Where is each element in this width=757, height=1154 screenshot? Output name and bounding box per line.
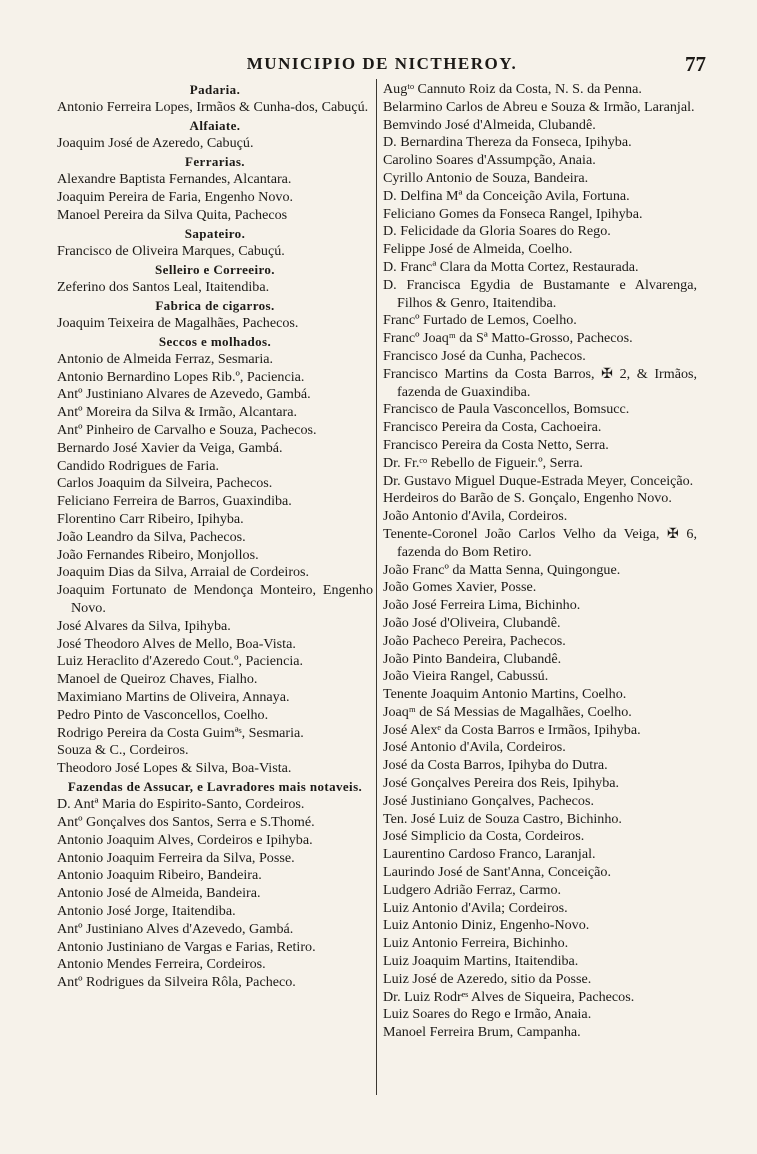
directory-entry: Francisco Pereira da Costa, Cachoeira. (383, 419, 602, 436)
directory-entry: Antonio Joaquim Ribeiro, Bandeira. (57, 867, 262, 884)
directory-entry: Luiz Antonio d'Avila; Cordeiros. (383, 899, 568, 916)
directory-entry: Laurindo José de Sant'Anna, Conceição. (383, 864, 611, 881)
directory-entry: Belarmino Carlos de Abreu e Souza & Irmão, Laranjal. (383, 98, 695, 115)
directory-entry: Ten. José Luiz de Souza Castro, Bichinho. (383, 810, 622, 827)
directory-entry: Tenente Joaquim Antonio Martins, Coelho. (383, 686, 627, 703)
directory-entry: Antonio José Jorge, Itaitendiba. (57, 902, 236, 919)
directory-entry: Francisco de Oliveira Marques, Cabuçú. (57, 242, 285, 259)
directory-entry: João José Ferreira Lima, Bichinho. (383, 597, 581, 614)
directory-entry: João Pinto Bandeira, Clubandê. (383, 650, 562, 667)
directory-entry: Antº Gonçalves dos Santos, Serra e S.Thomé. (57, 813, 315, 830)
directory-entry: Antonio Ferreira Lopes, Irmãos & Cunha-dos, Cabuçú. (57, 99, 369, 116)
directory-entry: Zeferino dos Santos Leal, Itaitendiba. (57, 278, 270, 295)
directory-entry: Maximiano Martins de Oliveira, Annaya. (57, 688, 290, 705)
directory-entry: José Antonio d'Avila, Cordeiros. (383, 739, 566, 756)
directory-entry: Theodoro José Lopes & Silva, Boa-Vista. (57, 760, 292, 777)
directory-entry: Luiz Heraclito d'Azeredo Cout.º, Paciencia. (57, 653, 304, 670)
directory-entry: Manoel Pereira da Silva Quita, Pachecos (57, 206, 288, 223)
directory-entry: José Alvares da Silva, Ipihyba. (57, 617, 231, 634)
section-heading: Padaria. (189, 82, 241, 97)
directory-entry: Francisco de Paula Vasconcellos, Bomsucc. (383, 401, 630, 418)
directory-entry: João José d'Oliveira, Clubandê. (383, 614, 561, 631)
section-heading: Seccos e molhados. (158, 333, 272, 349)
right-column (383, 81, 697, 1042)
directory-entry: Feliciano Ferreira de Barros, Guaxindiba. (57, 493, 292, 510)
directory-entry: João Francº da Matta Senna, Quingongue. (383, 561, 621, 578)
directory-entry: João Vieira Rangel, Cabussú. (383, 668, 549, 685)
directory-entry: Antº Rodrigues da Silveira Rôla, Pacheco. (57, 974, 296, 991)
directory-entry: Carolino Soares d'Assumpção, Anaia. (383, 152, 596, 169)
directory-entry: Manoel Ferreira Brum, Campanha. (383, 1024, 581, 1041)
page-title: MUNICIPIO DE NICTHEROY. (246, 54, 518, 73)
directory-entry: Francº Furtado de Lemos, Coelho. (383, 312, 577, 329)
directory-entry: D. Antª Maria do Espirito-Santo, Cordeiros. (57, 796, 305, 813)
directory-entry: Francº Joaqᵐ da Sª Matto-Grosso, Pachecos. (383, 330, 633, 347)
directory-entry: Souza & C., Cordeiros. (57, 742, 189, 759)
directory-entry: Candido Rodrigues de Faria. (57, 457, 220, 474)
directory-entry: Alexandre Baptista Fernandes, Alcantara. (57, 171, 292, 188)
directory-entry: Florentino Carr Ribeiro, Ipihyba. (57, 510, 244, 527)
directory-entry: João Pacheco Pereira, Pachecos. (383, 632, 566, 649)
directory-entry: Manoel de Queiroz Chaves, Fialho. (57, 671, 258, 688)
directory-entry: José da Costa Barros, Ipihyba do Dutra. (383, 757, 608, 774)
directory-entry: D. Francisca Egydia de Bustamante e Alvarenga, Filhos & Genro, Itaitendiba. (383, 276, 697, 311)
directory-entry: Antonio Bernardino Lopes Rib.º, Paciencia. (57, 368, 305, 385)
directory-entry: Luiz José de Azeredo, sitio da Posse. (383, 970, 592, 987)
section-heading: Fabrica de cigarros. (155, 297, 275, 313)
directory-entry: Antonio Joaquim Alves, Cordeiros e Ipihyba. (57, 831, 313, 848)
section-heading: Ferrarias. (185, 154, 245, 169)
directory-entry: Bemvindo José d'Almeida, Clubandê. (383, 116, 596, 133)
section-heading: Fazendas de Assucar, e Lavradores mais notaveis. (67, 778, 363, 794)
directory-entry: João Gomes Xavier, Posse. (383, 579, 537, 596)
directory-entry: Pedro Pinto de Vasconcellos, Coelho. (57, 706, 269, 723)
directory-entry: Dr. Fr.ᶜᵒ Rebello de Figueir.º, Serra. (383, 454, 583, 471)
directory-entry: José Gonçalves Pereira dos Reis, Ipihyba. (383, 775, 620, 792)
directory-entry: Antonio José de Almeida, Bandeira. (57, 885, 261, 902)
directory-entry: Antº Justiniano Alves d'Azevedo, Gambá. (57, 920, 294, 937)
directory-entry: José Alexᵉ da Costa Barros e Irmãos, Ipihyba. (383, 721, 641, 738)
section-heading: Selleiro e Correeiro. (155, 261, 275, 277)
directory-entry: João Fernandes Ribeiro, Monjollos. (57, 546, 259, 563)
directory-entry: D. Delfina Mª da Conceição Avila, Fortuna. (383, 187, 630, 204)
directory-entry: D. Francª Clara da Motta Cortez, Restaurada. (383, 258, 639, 275)
directory-entry: Luiz Antonio Diniz, Engenho-Novo. (383, 917, 590, 934)
directory-entry: José Simplicio da Costa, Cordeiros. (383, 828, 585, 845)
directory-entry: Luiz Joaquim Martins, Itaitendiba. (383, 953, 579, 970)
directory-entry: Joaquim José de Azeredo, Cabuçú. (57, 135, 254, 152)
left-column (57, 81, 373, 992)
directory-entry: Antº Pinheiro de Carvalho e Souza, Pachecos. (57, 421, 317, 438)
directory-entry: Dr. Luiz Rodrᵉˢ Alves de Siqueira, Pachecos. (383, 988, 635, 1005)
directory-entry: Herdeiros do Barão de S. Gonçalo, Engenho Novo. (383, 490, 672, 507)
column-divider (376, 79, 377, 1095)
directory-entry: Carlos Joaquim da Silveira, Pachecos. (57, 475, 273, 492)
directory-entry: Joaqᵐ de Sá Messias de Magalhães, Coelho. (383, 703, 632, 720)
directory-entry: Joaquim Pereira de Faria, Engenho Novo. (57, 189, 294, 205)
directory-entry: Francisco Martins da Costa Barros, ✠ 2, & Irmãos, fazenda de Guaxindiba. (383, 365, 697, 400)
directory-entry: Joaquim Fortunato de Mendonça Monteiro, Engenho Novo. (57, 582, 373, 616)
directory-entry: Tenente-Coronel João Carlos Velho da Veiga, ✠ 6, fazenda do Bom Retiro. (383, 525, 697, 560)
directory-entry: Antº Moreira da Silva & Irmão, Alcantara. (57, 404, 297, 421)
directory-entry: João Leandro da Silva, Pachecos. (57, 528, 246, 545)
directory-entry: Francisco José da Cunha, Pachecos. (383, 347, 586, 364)
section-heading: Alfaiate. (189, 118, 241, 133)
directory-entry: Antonio Joaquim Ferreira da Silva, Posse. (57, 849, 295, 866)
directory-entry: Antonio Justiniano de Vargas e Farias, Retiro. (57, 938, 316, 955)
directory-entry: Luiz Soares do Rego e Irmão, Anaia. (383, 1006, 592, 1023)
directory-entry: José Justiniano Gonçalves, Pachecos. (383, 792, 594, 809)
directory-entry: Antonio Mendes Ferreira, Cordeiros. (57, 956, 266, 973)
directory-entry: João Antonio d'Avila, Cordeiros. (383, 508, 568, 525)
page-header (56, 52, 708, 82)
directory-entry: Ludgero Adrião Ferraz, Carmo. (383, 881, 562, 898)
directory-entry: Joaquim Dias da Silva, Arraial de Cordeiros. (57, 564, 310, 581)
directory-entry: Antº Justiniano Alvares de Azevedo, Gambá. (57, 386, 311, 403)
directory-entry: Bernardo José Xavier da Veiga, Gambá. (57, 439, 283, 456)
directory-entry: Augᵗᵒ Cannuto Roiz da Costa, N. S. da Penna. (383, 81, 642, 97)
directory-entry: Felippe José de Almeida, Coelho. (383, 241, 573, 258)
directory-entry: Rodrigo Pereira da Costa Guimªˢ, Sesmaria. (57, 724, 304, 741)
directory-entry: Joaquim Teixeira de Magalhães, Pachecos. (57, 314, 299, 331)
directory-entry: D. Felicidade da Gloria Soares do Rego. (383, 223, 611, 240)
directory-entry: Laurentino Cardoso Franco, Laranjal. (383, 846, 596, 863)
directory-entry: Francisco Pereira da Costa Netto, Serra. (383, 436, 609, 453)
directory-entry: Cyrillo Antonio de Souza, Bandeira. (383, 169, 589, 186)
directory-entry: D. Bernardina Thereza da Fonseca, Ipihyba. (383, 134, 632, 151)
directory-entry: Dr. Gustavo Miguel Duque-Estrada Meyer, Conceição. (383, 472, 694, 489)
page-number: 77 (685, 52, 706, 76)
directory-entry: Luiz Antonio Ferreira, Bichinho. (383, 935, 569, 952)
directory-entry: Feliciano Gomes da Fonseca Rangel, Ipihyba. (383, 205, 643, 222)
directory-entry: Antonio de Almeida Ferraz, Sesmaria. (57, 350, 274, 367)
directory-entry: José Theodoro Alves de Mello, Boa-Vista. (57, 635, 296, 652)
section-heading: Sapateiro. (184, 225, 246, 241)
